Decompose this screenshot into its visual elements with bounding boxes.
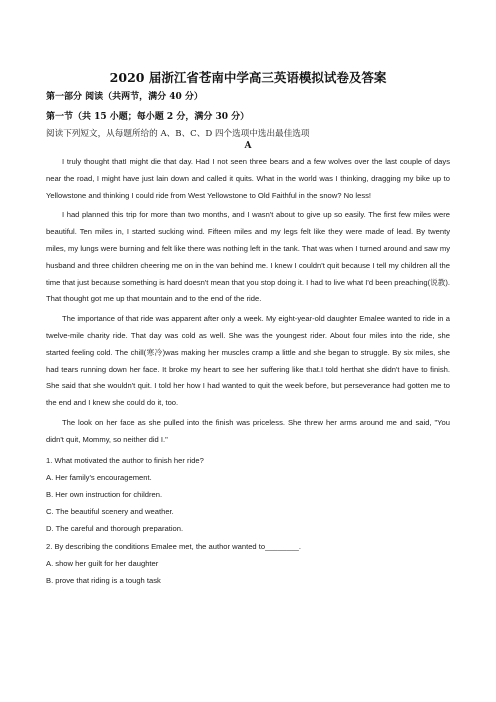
question-1: 1. What motivated the author to finish her ride? [46, 455, 204, 465]
instruction-text: 阅读下列短文，从每题所给的 A、B、C、D 四个选项中选出最佳选项 [46, 129, 310, 139]
paragraph: The look on her face as she pulled into the finish was priceless. She threw her arms around me and said, "You didn't quit, Mommy, so neither did I." [46, 417, 450, 444]
option-1b: B. Her own instruction for children. [46, 489, 163, 499]
section-heading: 第一节（共 15 小题；每小题 2 分，满分 30 分） [46, 112, 250, 122]
question-2: 2. By describing the conditions Emalee met, the author wanted to________. [46, 541, 301, 551]
document-title: 2020 届浙江省苍南中学高三英语模拟试卷及答案 [109, 70, 387, 85]
passage-label: A [244, 141, 252, 151]
paragraph: I truly thought thatI might die that day. Had I not seen three bears and a few wolves over the last couple of days near the road, I might have just lain down and called it quits. What in the world was I thinking, dragging my bike up to Yellowstone and thinking I could ride from West Yellowstone to Old Faithful in the snow? No less! [46, 157, 450, 200]
passage-body [46, 154, 450, 589]
part-heading: 第一部分 阅读（共两节，满分 40 分） [46, 92, 203, 102]
paragraph: I had planned this trip for more than two months, and I wasn't about to give up so easily. The first few miles were beautiful. Ten miles in, I started sucking wind. Fifteen miles and my legs felt like they were made of lead. By twenty miles, my lungs were burning and felt like there was nothing left in the tank. That was when I turned around and saw my husband and three children cheering me on in the van behind me. I knew I couldn't quit because I tell my children all the time that just because something is hard doesn't mean that you stop doing it. I had to live what I'd been preaching(说教). That thought got me up that mountain and to the end of the ride. [46, 210, 450, 304]
option-1a: A. Her family's encouragement. [46, 472, 152, 482]
option-2b: B. prove that riding is a tough task [46, 575, 161, 585]
option-1d: D. The careful and thorough preparation. [46, 524, 184, 534]
option-2a: A. show her guilt for her daughter [46, 558, 159, 568]
option-1c: C. The beautiful scenery and weather. [46, 507, 174, 517]
paragraph: The importance of that ride was apparent after only a week. My eight-year-old daughter Emalee wanted to ride in a twelve-mile charity ride. That day was cold as well. She was the youngest rider. About four miles into the ride, she started feeling cold. The chill(寒冷)was making her muscles cramp a little and she began to struggle. By six miles, she had tears running down her face. It broke my heart to see her suffering like that.I told herthat she didn't have to finish. She said that she wouldn't quit. I told her how I had wanted to quit the week before, but perseverance had gotten me to the end and I knew she could do it, too. [46, 314, 450, 408]
